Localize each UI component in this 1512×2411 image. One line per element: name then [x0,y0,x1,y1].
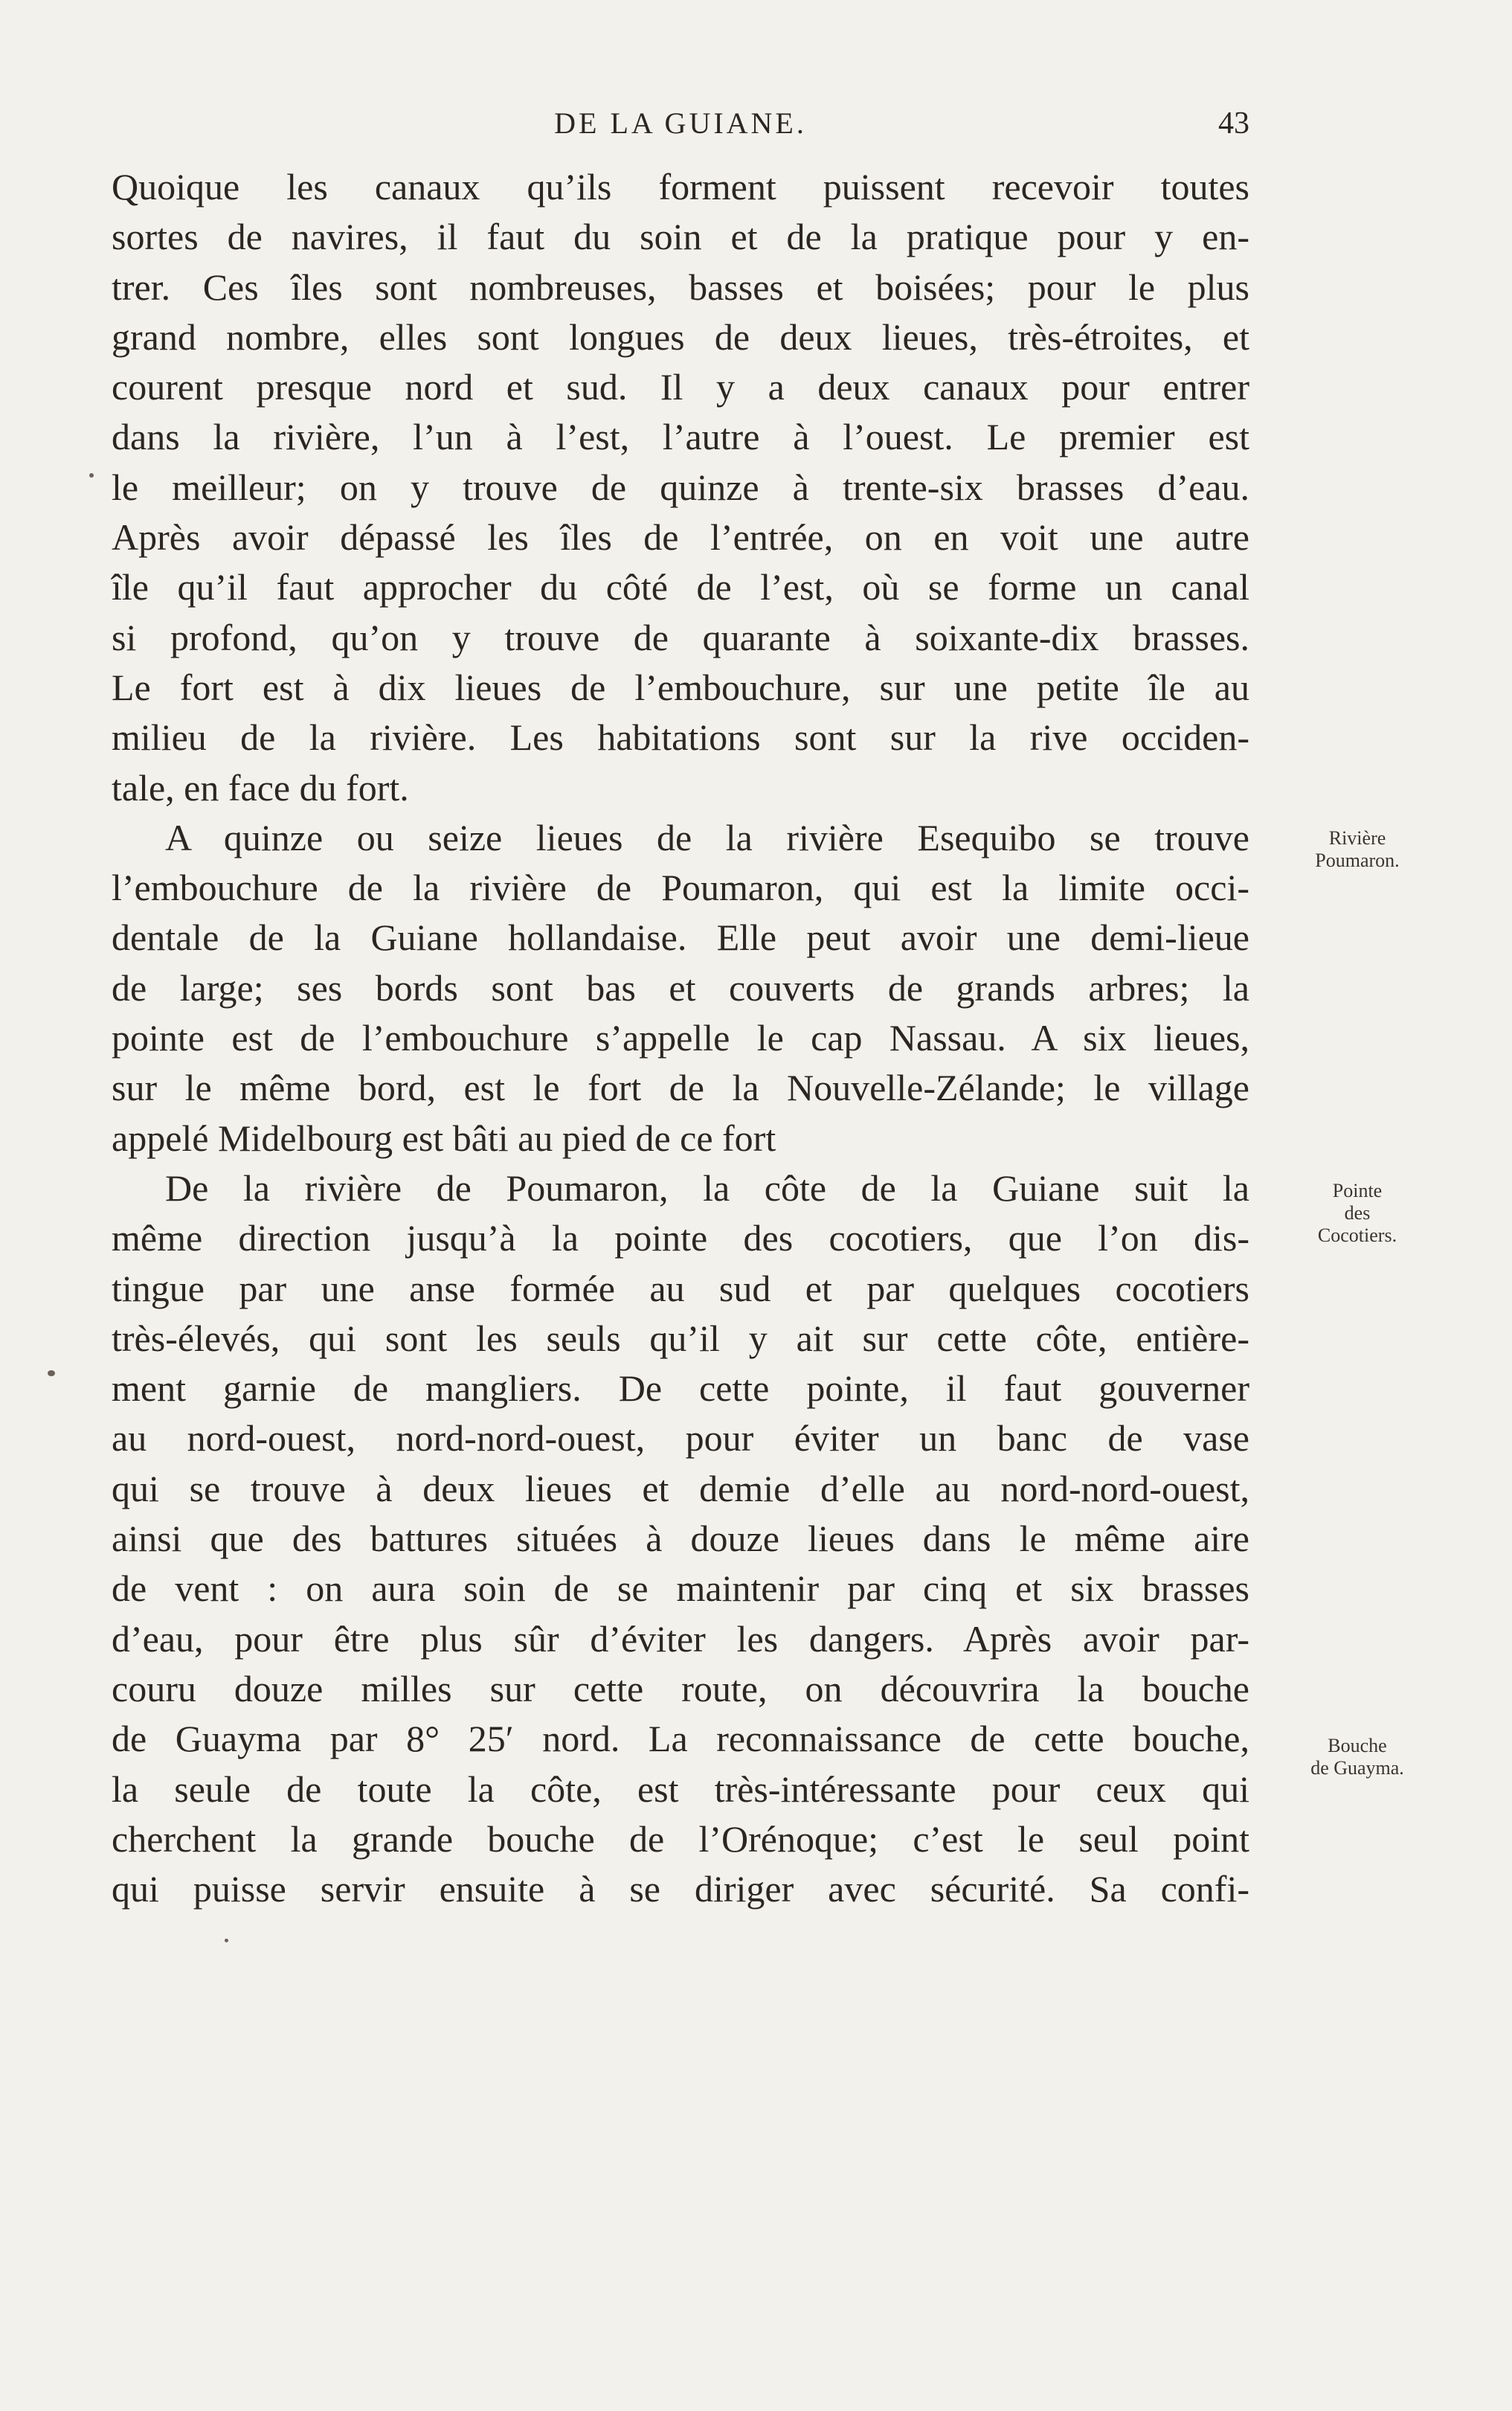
margin-note-line: Pointe [1332,1180,1383,1201]
margin-note-riviere-poumaron [1268,827,1447,872]
text-line: si profond, qu’on y trouve de quarante à soixante-dix brasses. [112,616,1249,658]
text-line: courent presque nord et sud. Il y a deux canaux pour entrer [112,366,1249,408]
text-line: qui se trouve à deux lieues et demie d’elle au nord-nord-ouest, [112,1467,1249,1509]
text-line: grand nombre, elles sont longues de deux lieues, très-étroites, et [112,315,1249,358]
text-line: sur le même bord, est le fort de la Nouvelle-Zélande; le village [112,1067,1249,1109]
text-line: milieu de la rivière. Les habitations sont sur la rive occiden- [112,716,1249,759]
text-line: de Guayma par 8° 25′ nord. La reconnaissance de cette bouche, [112,1718,1249,1760]
ink-speck [225,1939,228,1942]
page-number: 43 [1218,106,1249,141]
text-line: le meilleur; on y trouve de quinze à trente-six brasses d’eau. [112,466,1249,508]
text-line: A quinze ou seize lieues de la rivière Esequibo se trouve [165,816,1249,858]
text-line: au nord-ouest, nord-nord-ouest, pour éviter un banc de vase [112,1417,1249,1460]
text-line: île qu’il faut approcher du côté de l’est, où se forme un canal [112,566,1249,609]
text-line: dentale de la Guiane hollandaise. Elle peut avoir une demi-lieue [112,916,1249,959]
text-line: trer. Ces îles sont nombreuses, basses et boisées; pour le plus [112,266,1249,308]
margin-note-line: Poumaron. [1315,850,1400,871]
text-line: Le fort est à dix lieues de l’embouchure, sur une petite île au [112,666,1249,708]
margin-note-pointe-des-cocotiers [1268,1180,1447,1247]
ink-speck [89,473,94,478]
text-line: ment garnie de mangliers. De cette pointe, il faut gouverner [112,1367,1249,1410]
text-line: tingue par une anse formée au sud et par quelques cocotiers [112,1267,1249,1309]
margin-note-line: de Guayma. [1310,1757,1404,1779]
text-line: très-élevés, qui sont les seuls qu’il y ait sur cette côte, entière- [112,1317,1249,1359]
margin-note-line: des [1344,1202,1371,1224]
text-line: De la rivière de Poumaron, la côte de la Guiane suit la [165,1166,1249,1209]
text-line: Après avoir dépassé les îles de l’entrée, on en voit une autre [112,516,1249,559]
body-text [112,162,1249,1914]
margin-note-bouche-de-guayma [1268,1735,1447,1779]
text-line: appelé Midelbourg est bâti au pied de ce fort [112,1117,776,1159]
text-line: cherchent la grande bouche de l’Orénoque; c’est le seul point [112,1817,1249,1860]
text-line: même direction jusqu’à la pointe des cocotiers, que l’on dis- [112,1217,1249,1259]
text-line: dans la rivière, l’un à l’est, l’autre à l’ouest. Le premier est [112,416,1249,458]
text-line: de vent : on aura soin de se maintenir par cinq et six brasses [112,1567,1249,1610]
margin-note-line: Cocotiers. [1317,1224,1397,1246]
margin-note-line: Rivière [1328,827,1386,849]
text-line: d’eau, pour être plus sûr d’éviter les dangers. Après avoir par- [112,1617,1249,1660]
text-line: la seule de toute la côte, est très-intéressante pour ceux qui [112,1768,1249,1810]
text-line: de large; ses bords sont bas et couverts de grands arbres; la [112,966,1249,1009]
text-line: sortes de navires, il faut du soin et de la pratique pour y en- [112,216,1249,258]
running-title: DE LA GUIANE. [554,106,807,140]
text-line: tale, en face du fort. [112,766,409,809]
margin-note-line: Bouche [1328,1735,1387,1756]
text-line: l’embouchure de la rivière de Poumaron, qui est la limite occi- [112,867,1249,909]
text-line: qui puisse servir ensuite à se diriger avec sécurité. Sa confi- [112,1868,1249,1910]
text-line: couru douze milles sur cette route, on découvrira la bouche [112,1667,1249,1709]
text-line: pointe est de l’embouchure s’appelle le cap Nassau. A six lieues, [112,1017,1249,1059]
text-line: Quoique les canaux qu’ils forment puissent recevoir toutes [112,166,1249,208]
text-line: ainsi que des battures situées à douze lieues dans le même aire [112,1518,1249,1560]
ink-speck [48,1370,55,1376]
running-head [112,106,1249,150]
